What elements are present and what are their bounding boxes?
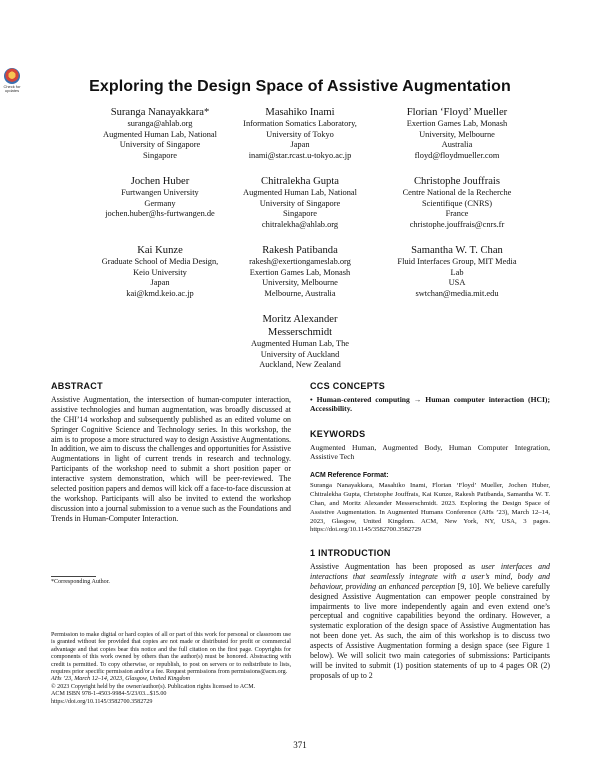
author-name: Samantha W. T. Chan (411, 245, 503, 256)
author-block: Florian ‘Floyd’ Mueller Exertion Games Lab, Monash University, Melbourne Australia floyd@floydmueller.com (372, 106, 542, 161)
isbn-line: ACM ISBN 978-1-4503-9984-5/23/03...$15.00 (51, 691, 167, 698)
ccs-section (310, 382, 550, 414)
author-block: Moritz Alexander Messerschmidt Augmented Human Lab, The University of Auckland Auckland, New Zealand (215, 313, 385, 371)
author-name: Christophe Jouffrais (413, 176, 501, 187)
author-block: Masahiko Inami Information Somatics Laboratory, University of Tokyo Japan inami@star.rcast.u-tokyo.ac.jp (215, 106, 385, 161)
author-name: Florian ‘Floyd’ Mueller (406, 107, 508, 118)
keywords-text: Augmented Human, Augmented Body, Human Computer Integration, Assistive Tech (310, 442, 550, 462)
author-name: Kai Kunze (137, 245, 183, 256)
ccs-heading: CCS CONCEPTS (310, 381, 386, 391)
footnote-rule (51, 576, 96, 577)
author-block: Kai Kunze Graduate School of Media Design, Keio University Japan kai@kmd.keio.ac.jp (75, 244, 245, 299)
keywords-section (310, 430, 550, 462)
page-number: 371 (293, 740, 307, 750)
abstract-text: Assistive Augmentation, the intersection of human-computer interaction, assistive technologies and human augmentation, was broadly discussed at the CHI’14 workshop and subsequently published as an edited volume on Springer Cognitive Science and Technology series. In this workshop, the aim is to propose a more structured way to design Assistive Augmentations. In addition, we aim to discuss the challenges and opportunities for Assistive Augmentations in light of current trends in research and technology. Participants of the workshop need to submit a short position paper or interactive system demonstration, which will be peer-reviewed. The selected position papers and demos will kick off a face-to-face discussion at the workshop. Participants will also be invited to extend the workshop discussion into a journal submission to a venue such as the Foundations and Trends in Human-Computer Interaction. (51, 394, 291, 523)
permission-text: Permission to make digital or hard copies of all or part of this work for personal or classroom use is granted without fee provided that copies are not made or distributed for profit or commercial advantage and that copies bear this notice and the full citation on the first page. Copyrights for components of this work owned by others than the author(s) must be honored. Abstracting with credit is permitted. To copy otherwise, or republish, to post on servers or to redistribute to lists, requires prior specific permission and/or a fee. Request permissions from permissions@acm.org. (51, 632, 291, 676)
keywords-heading: KEYWORDS (310, 429, 366, 439)
introduction-heading: 1 INTRODUCTION (310, 548, 391, 558)
venue-line: AHs ’23, March 12–14, 2023, Glasgow, United Kingdom (51, 676, 190, 683)
ccs-text: • Human-centered computing → Human computer interaction (HCI); Accessibility. (310, 394, 550, 414)
reference-heading: ACM Reference Format: (310, 472, 389, 479)
author-name: Rakesh Patibanda (262, 245, 338, 256)
author-name: Suranga Nanayakkara* (110, 107, 210, 118)
abstract-heading: ABSTRACT (51, 381, 103, 391)
introduction-text: Assistive Augmentation has been proposed as user interfaces and interactions that seamlessly integrate with a user’s mind, body and behaviour, providing an enhanced perception [9, 10]. We believe carefully designed Assistive Augmentation can empower people constrained by impairments to live more independently again and even extend one’s perceptual and cognitive capabilities beyond the ordinary. However, a systematic exploration of the design space of Assistive Augmentation has not been done yet. As such, the aim of this workshop is to discuss two aspects of Assistive Augmentation forming a design space (see Figure 1 below). We will solicit two main categories of submissions: Participants will be invited to submit (1) position statements of up to 4 pages OR (2) proposals of up to 2 (310, 561, 550, 680)
author-block: Christophe Jouffrais Centre National de la Recherche Scientifique (CNRS) France christophe.jouffrais@cnrs.fr (372, 175, 542, 230)
author-block: Rakesh Patibanda rakesh@exertiongameslab.org Exertion Games Lab, Monash University, Melbourne Melbourne, Australia (215, 244, 385, 299)
paper-title: Exploring the Design Space of Assistive Augmentation (89, 78, 511, 95)
author-block: Suranga Nanayakkara* suranga@ahlab.org Augmented Human Lab, National University of Singapore Singapore (75, 106, 245, 161)
reference-section (310, 472, 550, 535)
abstract-section (51, 382, 291, 524)
author-name: Moritz Alexander Messerschmidt (262, 314, 338, 338)
author-block: Samantha W. T. Chan Fluid Interfaces Group, MIT Media Lab USA swtchan@media.mit.edu (372, 244, 542, 299)
permission-block (51, 632, 291, 706)
author-name: Chitralekha Gupta (261, 176, 339, 187)
author-name: Jochen Huber (130, 176, 190, 187)
author-name: Masahiko Inami (265, 107, 335, 118)
badge-caption: Check for updates (3, 84, 21, 93)
author-block: Chitralekha Gupta Augmented Human Lab, National University of Singapore Singapore chitralekha@ahlab.org (215, 175, 385, 230)
reference-text: Suranga Nanayakkara, Masahiko Inami, Florian ‘Floyd’ Mueller, Jochen Huber, Chitralekha Gupta, Christophe Jouffrais, Kai Kunze, Rakesh Patibanda, Samantha W. T. Chan, and Moritz Alexander Messerschmidt. 2023. Exploring the Design Space of Assistive Augmentation. In Augmented Humans Conference (AHs ’23), March 12–14, 2023, Glasgow, United Kingdom. ACM, New York, NY, USA, 3 pages. https://doi.org/10.1145/3582700.3582729 (310, 481, 550, 534)
introduction-section (310, 549, 550, 681)
author-block: Jochen Huber Furtwangen University Germany jochen.huber@hs-furtwangen.de (75, 175, 245, 220)
copyright-line: © 2023 Copyright held by the owner/author(s). Publication rights licensed to ACM. (51, 683, 256, 690)
footnote: *Corresponding Author. (51, 579, 110, 585)
doi-line[interactable]: https://doi.org/10.1145/3582700.3582729 (51, 698, 153, 705)
